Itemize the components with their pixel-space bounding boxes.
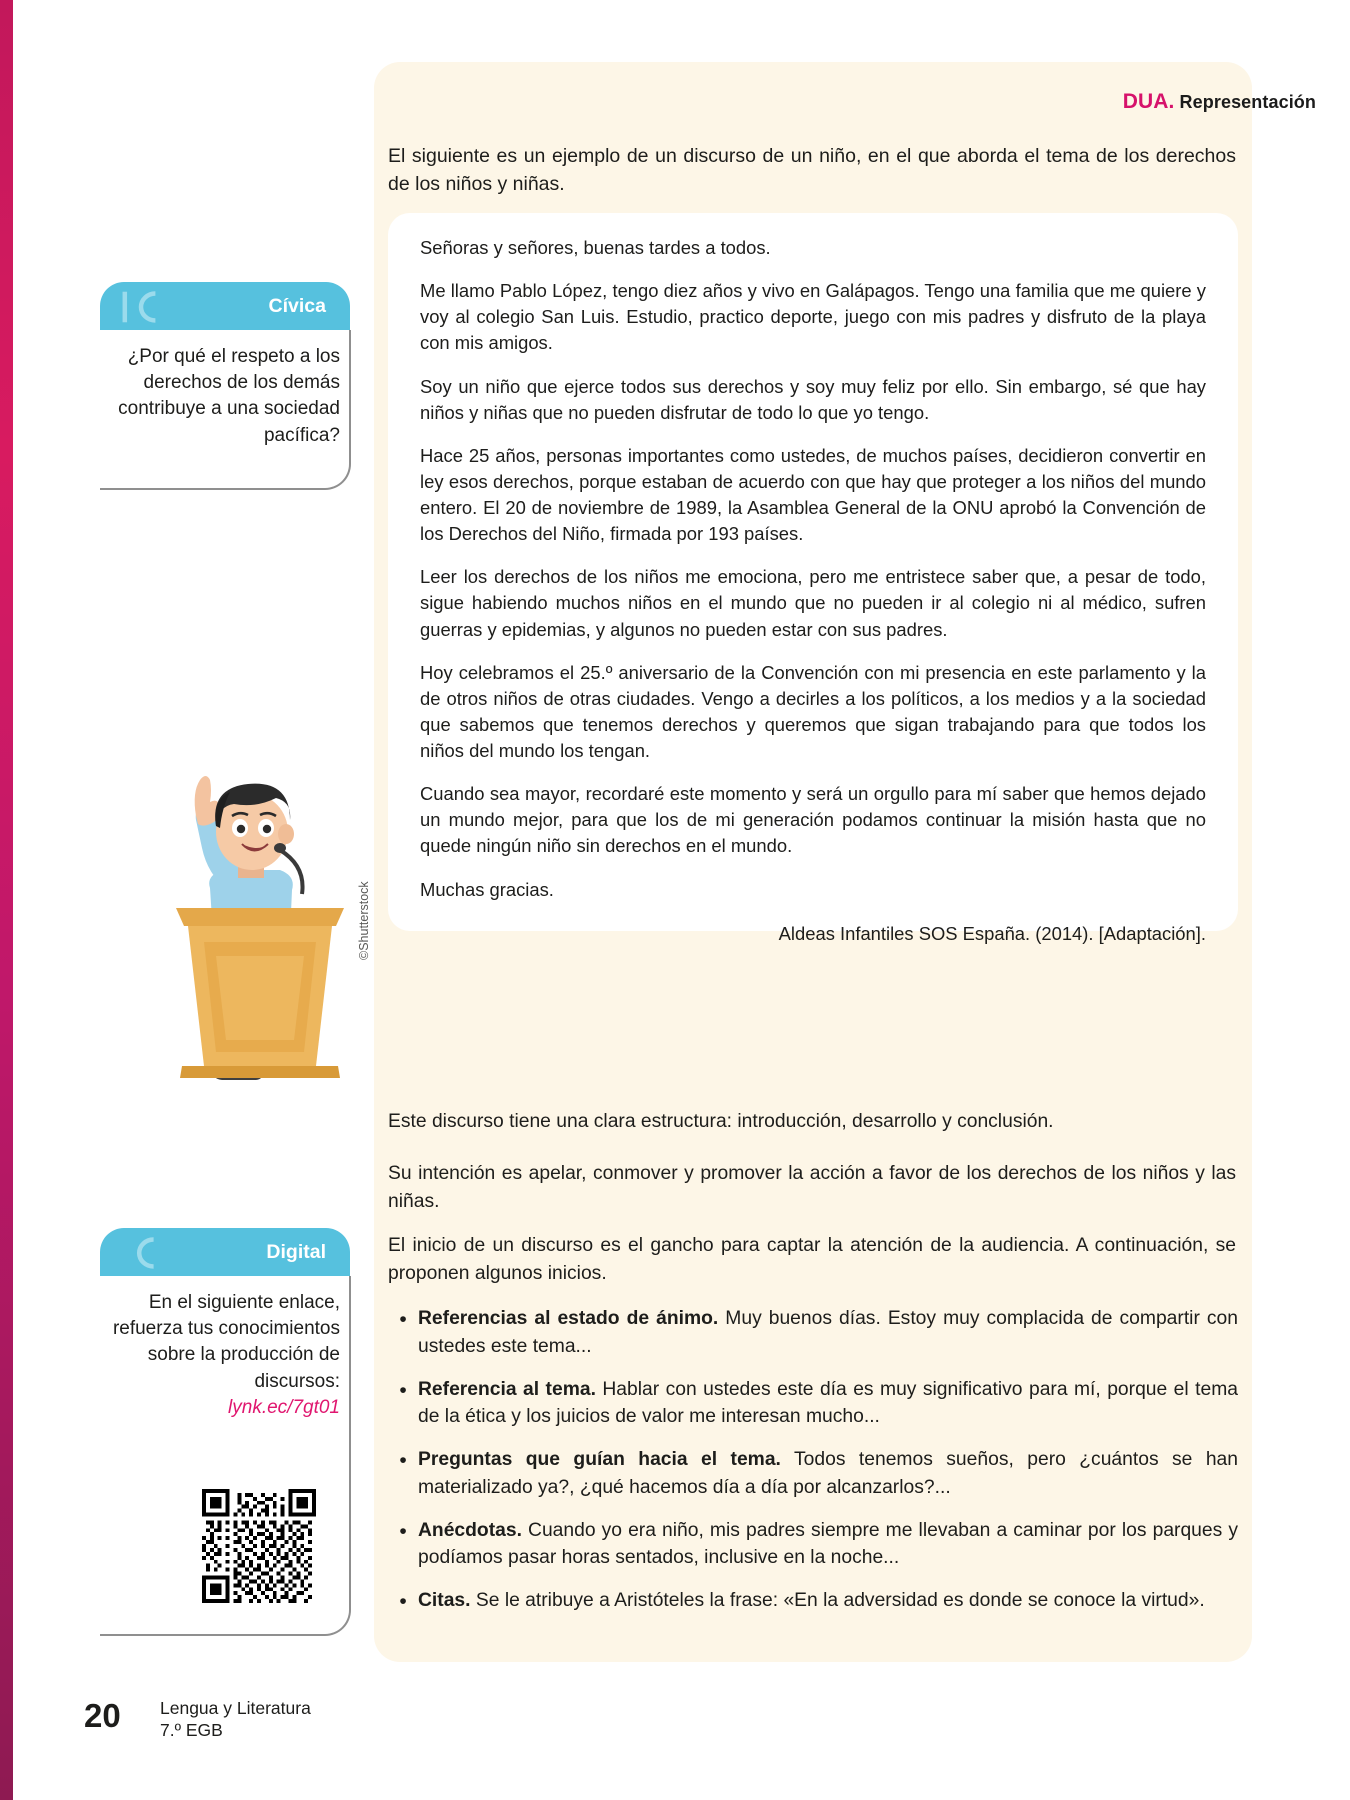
list-item-term: Preguntas que guían hacia el tema.: [418, 1449, 781, 1471]
speech-paragraph: Me llamo Pablo López, tengo diez años y vivo en Galápagos. Tengo una familia que me quiere y voy al colegio San Luis. Estudio, practico deporte, juego con mis padres y disfruto de la playa con mis amigos.: [420, 280, 1206, 354]
civica-body: ¿Por qué el respeto a los derechos de los demás contribuye a una sociedad pacífica?: [118, 346, 340, 446]
dua-header: [1123, 90, 1316, 114]
page-number: 20: [84, 1697, 121, 1734]
digital-link[interactable]: lynk.ec/7gt01: [228, 1396, 340, 1418]
list-item-body: Todos tenemos sueños, pero ¿cuántos se han materializado ya?, ¿qué hacemos día a día por alcanzarlos?...: [418, 1449, 1238, 1498]
footer-subject-line1: Lengua y Literatura: [160, 1698, 311, 1718]
civica-tab: [100, 282, 350, 330]
list-item: [388, 1587, 1238, 1617]
list-item-text: [418, 1376, 1238, 1432]
digital-icon: [114, 1230, 168, 1276]
list-item-term: Referencia al tema.: [418, 1378, 596, 1400]
page-edge-bar: [0, 0, 13, 1800]
intention-paragraph: Su intención es apelar, conmover y promover la acción a favor de los derechos de los niños y las niñas.: [388, 1163, 1236, 1212]
digital-tab-label: Digital: [266, 1241, 326, 1263]
speech-paragraph: Leer los derechos de los niños me emociona, pero me entristece saber que, a pesar de todo, sigue habiendo muchos niños en el mundo que no pueden ir al colegio ni al médico, sufren guerras y epidemias, y algunos no pueden estar con sus padres.: [420, 566, 1206, 640]
speech-paragraph: Muchas gracias.: [420, 878, 554, 900]
list-item: [388, 1376, 1238, 1432]
speech-paragraph: Señoras y señores, buenas tardes a todos.: [420, 237, 771, 258]
sidebar-civica: [100, 282, 350, 463]
bullet-dot-icon: •: [399, 1378, 407, 1402]
list-item-term: Referencias al estado de ánimo.: [418, 1308, 719, 1329]
footer-subject-line2: 7.º EGB: [160, 1719, 223, 1740]
list-item-term: Citas.: [418, 1590, 471, 1612]
list-item-text: [418, 1305, 1238, 1361]
speech-paragraph: Hace 25 años, personas importantes como ustedes, de muchos países, decidieron convertir en ley esos derechos, porque estaban de acuerdo con que hay que proteger a los niños del mundo entero. El 20 de noviembre de 1989, la Asamblea General de la ONU aprobó la Convención de los Derechos del Niño, firmada por 193 países.: [420, 444, 1206, 545]
bullet-dot-icon: •: [399, 1308, 407, 1331]
list-item: [388, 1305, 1238, 1361]
image-credit: ©Shutterstock: [357, 881, 371, 960]
list-item-body: Hablar con ustedes este día es muy significativo para mí, porque el tema de la ética y los juicios de valor me interesan mucho...: [418, 1378, 1238, 1428]
speech-paragraph: Cuando sea mayor, recordaré este momento y será un orgullo para mí saber que hemos dejado un mundo mejor, para que los de mi generación podamos continuar la misión hasta que no quede ningún niño sin derechos en el mundo.: [420, 783, 1206, 857]
speech-paragraph: Hoy celebramos el 25.º aniversario de la Convención con mi presencia en este parlamento y la de otros niños de otras ciudades. Vengo a decirles a los políticos, a los medios y a la sociedad que sabemos que tenemos derechos y queremos que sigan trabajando para que todos los niños del mundo los tengan.: [420, 661, 1206, 761]
list-item-body: Cuando yo era niño, mis padres siempre me llevaban a caminar por los parques y podíamos pasar horas sentados, inclusive en la noche...: [418, 1519, 1238, 1569]
speech-paragraph: Soy un niño que ejerce todos sus derechos y soy muy feliz por ello. Sin embargo, sé que hay niños y niñas que no pueden disfrutar de todo lo que yo tengo.: [420, 375, 1206, 423]
speech-text-container: [402, 235, 1224, 947]
hook-paragraph: El inicio de un discurso es el gancho para captar la atención de la audiencia. A continuación, se proponen algunos inicios.: [388, 1235, 1236, 1284]
structure-paragraph: Este discurso tiene una clara estructura: introducción, desarrollo y conclusión.: [388, 1111, 1054, 1132]
speech-source-citation: Aldeas Infantiles SOS España. (2014). [Adaptación].: [778, 922, 1206, 944]
podium: [176, 908, 344, 1078]
speech-example-box: [388, 213, 1238, 944]
sidebar-digital: [100, 1228, 350, 1435]
bullet-dot-icon: •: [399, 1519, 407, 1543]
list-item-text: [418, 1517, 1238, 1573]
civica-icon: [114, 284, 168, 330]
bullet-dot-icon: •: [399, 1449, 407, 1473]
list-item-text: [418, 1587, 1238, 1617]
intro-paragraph: El siguiente es un ejemplo de un discurso de un niño, en el que aborda el tema de los derechos de los niños y niñas.: [388, 145, 1236, 195]
dua-subtitle: Representación: [1174, 92, 1316, 112]
list-item-text: [418, 1446, 1238, 1502]
qr-code[interactable]: [202, 1489, 316, 1603]
list-item-body: Se le atribuye a Aristóteles la frase: «En la adversidad es donde se conoce la virtud».: [470, 1590, 1205, 1612]
digital-tab: [100, 1228, 350, 1276]
bullet-dot-icon: •: [399, 1590, 407, 1614]
list-item-body: Muy buenos días. Estoy muy complacida de compartir con ustedes este tema...: [418, 1308, 1238, 1357]
digital-body: [100, 1276, 350, 1435]
dua-label: DUA.: [1122, 90, 1175, 113]
list-item: [388, 1517, 1238, 1573]
qr-code-graphic: [202, 1489, 316, 1603]
digital-body-text: En el siguiente enlace, refuerza tus conocimientos sobre la producción de discursos:: [112, 1292, 340, 1392]
starters-list: [388, 1305, 1238, 1632]
footer-subject: [160, 1698, 311, 1742]
list-item-term: Anécdotas.: [418, 1519, 522, 1541]
boy-at-podium-illustration: [130, 680, 370, 1100]
list-item: [388, 1446, 1238, 1502]
civica-tab-label: Cívica: [268, 295, 326, 317]
